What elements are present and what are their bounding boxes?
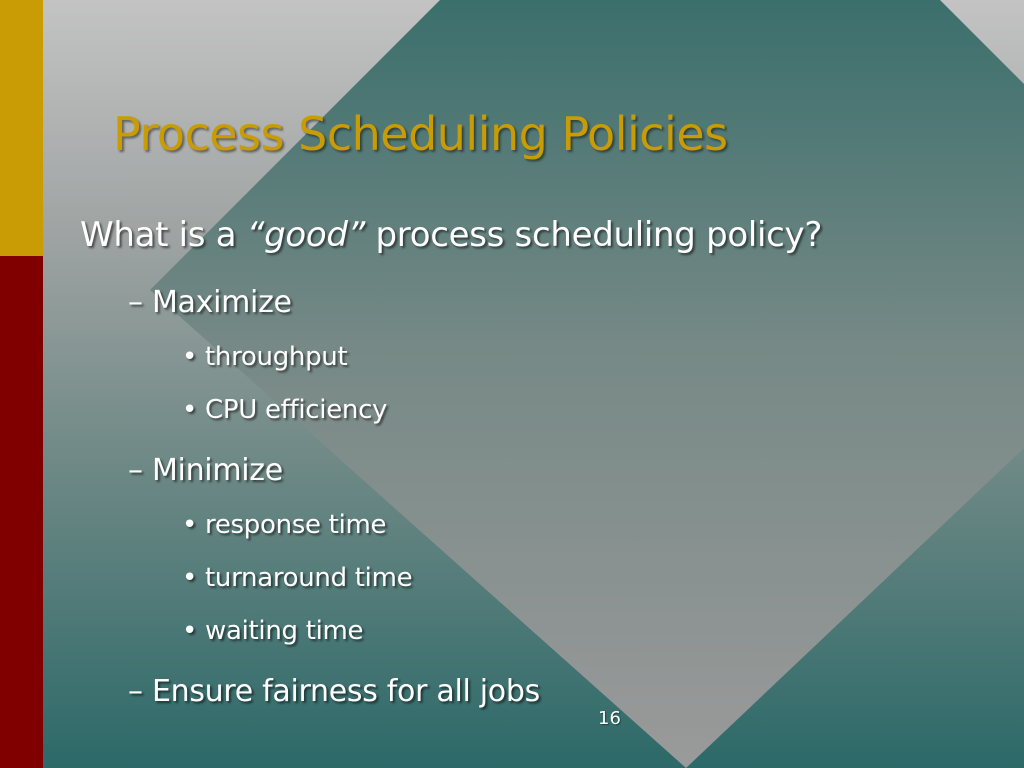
bullet-glyph: •	[182, 616, 198, 646]
minimize-heading	[128, 453, 283, 488]
bullet-glyph: •	[182, 510, 198, 540]
maximize-heading	[128, 285, 292, 320]
list-item-throughput	[182, 342, 347, 372]
list-item-cpu-efficiency	[182, 395, 387, 425]
list-item-response-time	[182, 510, 386, 540]
item-text: response time	[205, 510, 387, 540]
item-text: throughput	[205, 342, 348, 372]
minimize-label: Minimize	[151, 453, 283, 488]
fairness-heading	[128, 674, 540, 709]
item-text: turnaround time	[205, 563, 413, 593]
bullet-glyph: •	[182, 342, 198, 372]
dash-glyph: –	[128, 453, 143, 488]
slide-title: Process Scheduling Policies	[113, 107, 728, 161]
maximize-label: Maximize	[151, 285, 292, 320]
question-emphasis: “good”	[246, 215, 365, 255]
bullet-glyph: •	[182, 395, 198, 425]
slide-number: 16	[598, 708, 621, 729]
question-prefix: What is a	[80, 215, 247, 255]
dash-glyph: –	[128, 674, 143, 709]
item-text: CPU efficiency	[205, 395, 388, 425]
bullet-glyph: •	[182, 563, 198, 593]
question-suffix: process scheduling policy?	[364, 215, 823, 255]
item-text: waiting time	[205, 616, 364, 646]
question-line	[80, 215, 822, 255]
dash-glyph: –	[128, 285, 143, 320]
list-item-waiting-time	[182, 616, 363, 646]
fairness-label: Ensure fairness for all jobs	[151, 674, 540, 709]
list-item-turnaround-time	[182, 563, 412, 593]
